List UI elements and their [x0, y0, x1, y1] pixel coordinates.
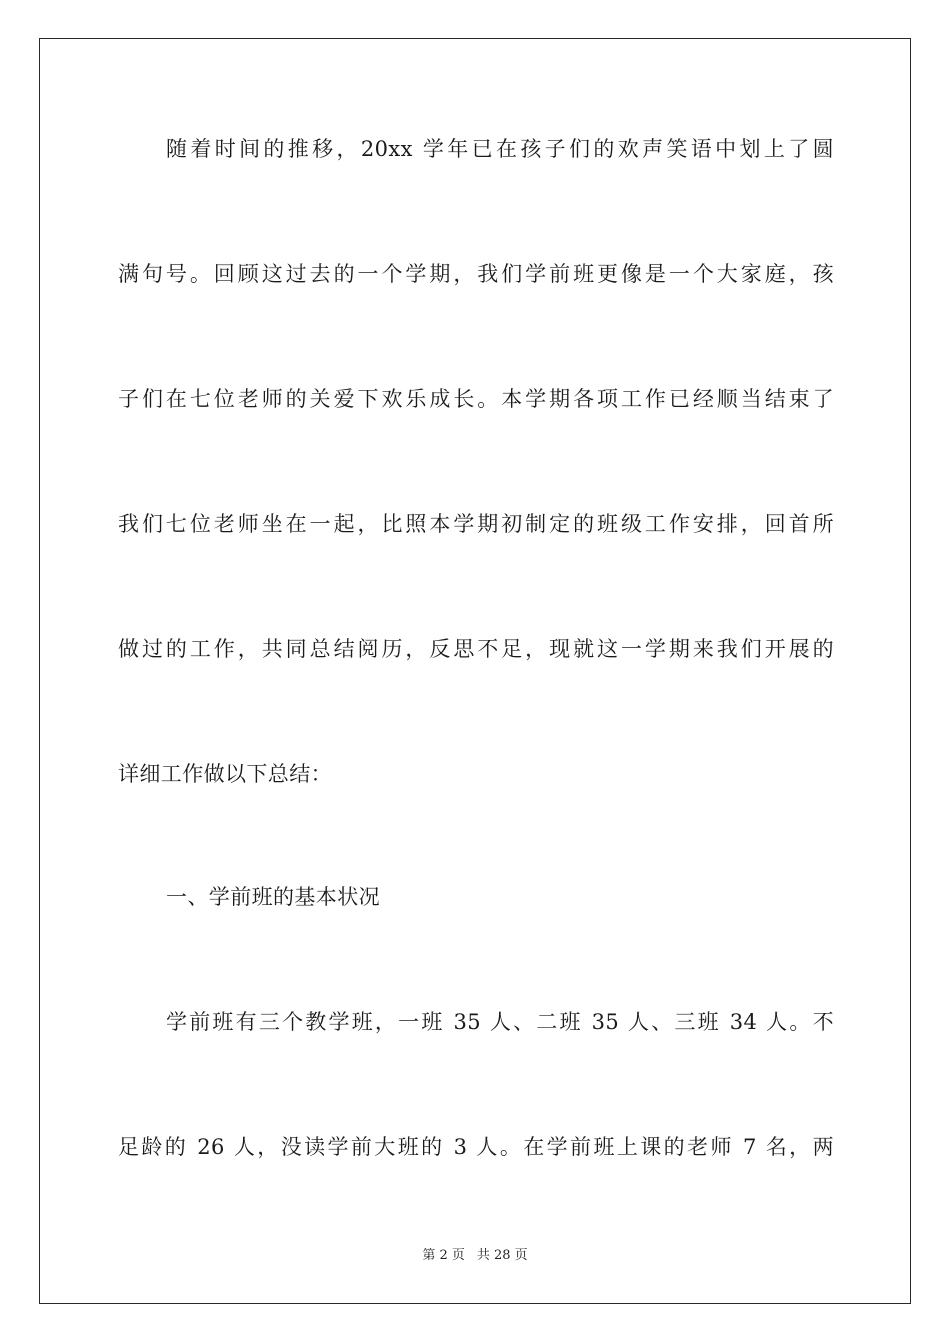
paragraph-line: 随着时间的推移，20xx 学年已在孩子们的欢声笑语中划上了圆: [166, 137, 834, 161]
paragraph-line: 做过的工作，共同总结阅历，反思不足，现就这一学期来我们开展的: [118, 637, 834, 661]
paragraph-line: 满句号。回顾这过去的一个学期，我们学前班更像是一个大家庭，孩: [118, 262, 834, 286]
paragraph-line: 学前班有三个教学班，一班 35 人、二班 35 人、三班 34 人。不: [166, 1010, 834, 1034]
paragraph-line: 子们在七位老师的关爱下欢乐成长。本学期各项工作已经顺当结束了: [118, 387, 834, 411]
page-border: [39, 38, 911, 1304]
page-number: 第 2 页: [422, 1248, 465, 1263]
paragraph-line: 足龄的 26 人，没读学前大班的 3 人。在学前班上课的老师 7 名，两: [118, 1135, 834, 1159]
paragraph-line: 我们七位老师坐在一起，比照本学期初制定的班级工作安排，回首所: [118, 512, 834, 536]
page-total: 共 28 页: [476, 1248, 528, 1263]
section-heading: 一、学前班的基本状况: [166, 885, 380, 909]
paragraph-line: 详细工作做以下总结：: [118, 762, 332, 786]
page-footer: [0, 1247, 950, 1265]
